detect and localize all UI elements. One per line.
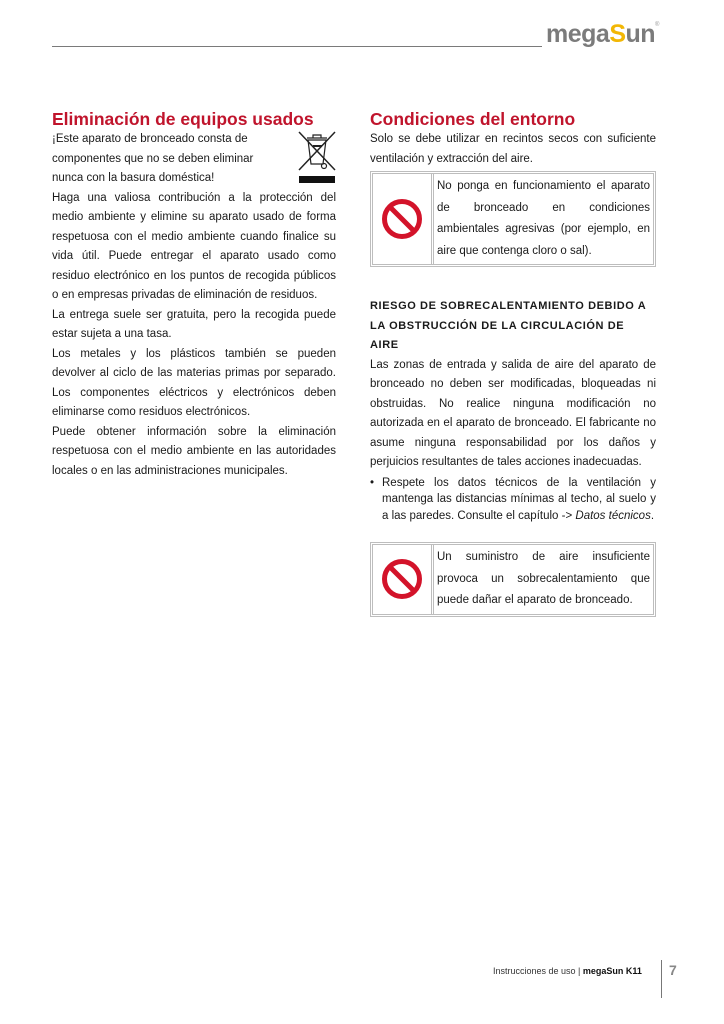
- footer-divider: [661, 960, 662, 998]
- disposal-intro: [52, 130, 336, 189]
- disposal-paragraph: Haga una valiosa contribución a la protección del medio ambiente y elimine su aparato usado de forma respetuosa con el medio ambiente cuando finalice su vida útil. Puede entregar el aparato usado como residuo electrónico en los puntos de recogida públicos o en empresas privadas de eliminación de residuos.: [52, 191, 336, 301]
- header-rule: [52, 46, 542, 47]
- page-number: 7: [669, 962, 677, 978]
- disposal-paragraph: Los metales y los plásticos también se pueden devolver al ciclo de las materias primas por separado. Los componentes eléctricos y electrónicos deben eliminarse como residuos electrónicos.: [52, 347, 336, 418]
- footer-doc-label: Instrucciones de uso | megaSun K11: [493, 966, 642, 976]
- bullet-list: [370, 475, 656, 525]
- disposal-paragraph: Puede obtener información sobre la eliminación respetuosa con el medio ambiente en las autoridades locales o en las administraciones municipales.: [52, 425, 336, 477]
- technical-data-reference: Datos técnicos: [575, 509, 651, 522]
- disposal-intro-text: ¡Este aparato de bronceado consta de componentes que no se deben eliminar nunca con la basura doméstica!: [52, 133, 254, 184]
- footer-product: megaSun K11: [582, 966, 642, 976]
- warning-text: No ponga en funcionamiento el aparato de bronceado en condiciones ambientales agresivas (por ejemplo, en aire que contenga cloro o sal).: [437, 180, 650, 257]
- list-item: • Respete los datos técnicos de la ventilación y mantenga las distancias mínimas al techo, al suelo y a las paredes. Consulte el capítulo -> Datos técnicos.: [370, 476, 656, 522]
- disposal-paragraph: La entrega suele ser gratuita, pero la recogida puede estar sujeta a una tasa.: [52, 308, 336, 340]
- warning-text: Un suministro de aire insuficiente provoca un sobrecalentamiento que puede dañar el aparato de bronceado.: [437, 551, 650, 606]
- overheating-body: Las zonas de entrada y salida de aire del aparato de bronceado no deben ser modificadas, bloqueadas ni obstruidas. No realice ninguna modificación no autorizada en el aparato de bronceado. El fabricante no asume ninguna responsabilidad por los daños y perjuicios resultantes de tales acciones inadecuadas.: [370, 358, 656, 468]
- right-column: [370, 108, 656, 617]
- prohibition-icon: [381, 558, 423, 600]
- crossed-out-wheelie-bin-icon: [297, 130, 337, 184]
- section-title-environment: Condiciones del entorno: [370, 109, 576, 129]
- prohibition-icon: [381, 198, 423, 240]
- warning-box-insufficient-air: [370, 542, 656, 617]
- overheating-risk-heading: RIESGO DE SOBRECALENTAMIENTO DEBIDO A LA OBSTRUCCIÓN DE LA CIRCULACIÓN DE AIRE: [370, 300, 646, 351]
- megasun-logo: megaSun®: [546, 20, 659, 48]
- environment-intro: Solo se debe utilizar en recintos secos con suficiente ventilación y extracción del aire.: [370, 133, 656, 165]
- warning-box-aggressive-conditions: [370, 171, 656, 267]
- left-column: [52, 108, 336, 481]
- section-title-disposal: Eliminación de equipos usados: [52, 109, 314, 129]
